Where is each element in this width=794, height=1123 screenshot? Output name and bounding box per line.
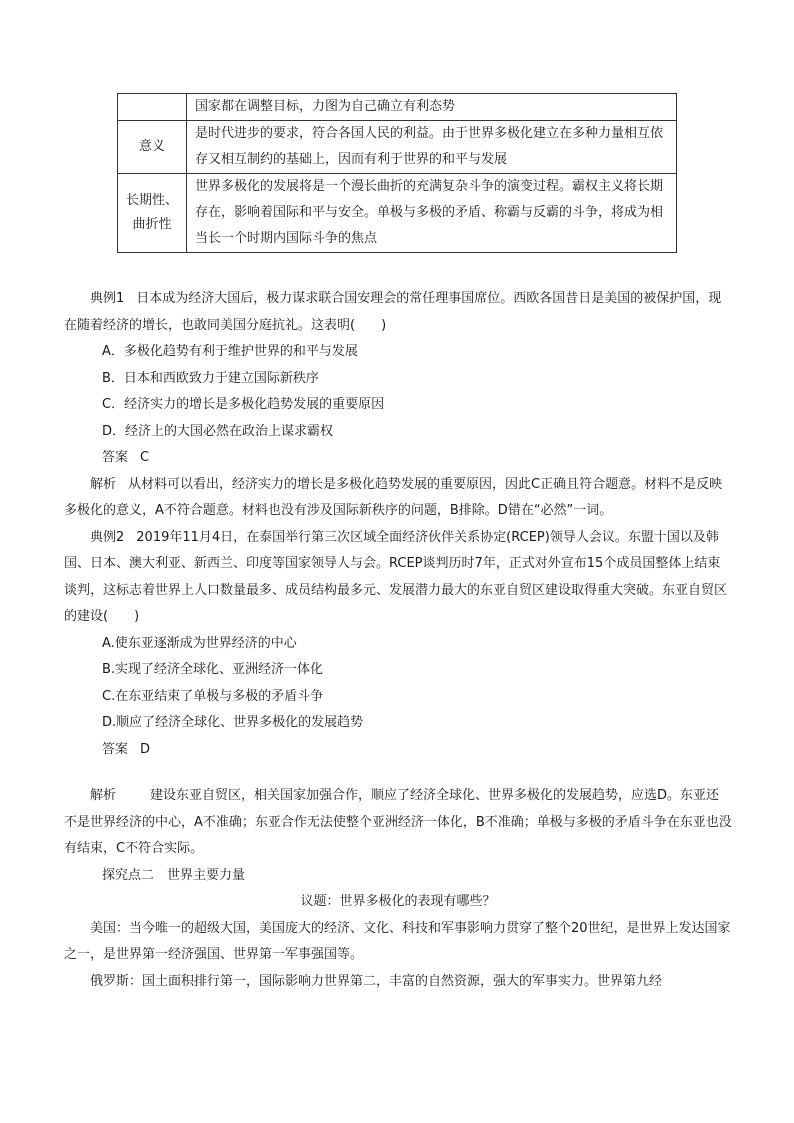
example-2-answer: [64, 737, 732, 764]
example-1-question: [64, 286, 732, 339]
option: B．日本和西欧致力于建立国际新秩序: [102, 370, 319, 386]
example-2-question: [64, 525, 732, 631]
summary-table: [117, 93, 677, 253]
table-row-content: 国家都在调整目标，力图为自己确立有利态势: [187, 94, 677, 121]
answer-value: D: [140, 741, 151, 757]
analysis-tag: 解析: [90, 788, 117, 803]
option: D．经济上的大国必然在政治上谋求霸权: [102, 423, 334, 439]
answer-tag: 答案: [102, 741, 129, 757]
section-title: 探究点二 世界主要力量: [102, 867, 246, 883]
example-2-tag: 典例2: [90, 529, 125, 545]
option: C.在东亚结束了单极与多极的矛盾斗争: [102, 688, 324, 704]
table-row-content: 世界多极化的发展将是一个漫长曲折的充满复杂斗争的演变过程。霸权主义将长期存在，影响着国际和平与安全。单极与多极的矛盾、称霸与反霸的斗争，将成为相当长一个时期内国际斗争的焦点: [187, 174, 677, 253]
answer-value: C: [140, 450, 150, 465]
example-1-analysis: [64, 472, 732, 525]
option: B.实现了经济全球化、亚洲经济一体化: [102, 662, 324, 677]
analysis-text: 建设东亚自贸区，相关国家加强合作，顺应了经济全球化、世界多极化的发展趋势，应选D。东亚还不是世界经济的中心，A不准确；东亚合作无法使整个亚洲经济一体化，B不准确；单极与多极的矛盾斗争在东亚也没有结束，C不符合实际。: [64, 788, 732, 856]
example-2-analysis: [64, 783, 732, 863]
example-1-answer: [64, 445, 732, 472]
option: C．经济实力的增长是多极化趋势发展的重要原因: [102, 397, 385, 412]
analysis-tag: 解析: [90, 476, 117, 492]
table-row-label: 意义: [118, 121, 187, 174]
option: A.使东亚逐渐成为世界经济的中心: [102, 635, 297, 651]
table-row: [118, 94, 677, 121]
section-topic: 议题：世界多极化的表现有哪些？: [300, 894, 496, 909]
section-paragraph: 俄罗斯：国土面积排行第一，国际影响力世界第二，丰富的自然资源，强大的军事实力。世界第九经: [90, 973, 663, 989]
table-row: [118, 121, 677, 174]
example-2-question-text: 2019年11月4日，在泰国举行第三次区域全面经济伙伴关系协定(RCEP)领导人会议。东盟十国以及韩国、日本、澳大利亚、新西兰、印度等国家领导人与会。RCEP谈判历时7年，正式对外宣布15个成员国整体上结束谈判，这标志着世界上人口数量最多、成员结构最多元、发展潜力最大的东亚自贸区建设取得重大突破。东亚自贸区的建设( ): [64, 529, 728, 624]
section-paragraph: 美国：当今唯一的超级大国，美国庞大的经济、文化、科技和军事影响力贯穿了整个20世纪，是世界上发达国家之一，是世界第一经济强国、世界第一军事强国等。: [64, 920, 731, 962]
table-row: [118, 174, 677, 253]
analysis-text: 从材料可以看出，经济实力的增长是多极化趋势发展的重要原因，因此C正确且符合题意。材料不是反映多极化的意义，A不符合题意。材料也没有涉及国际新秩序的问题，B排除。D错在“必然”一词。: [64, 476, 723, 518]
example-1-tag: 典例1: [90, 291, 125, 306]
example-1: [64, 286, 732, 995]
option: D.顺应了经济全球化、世界多极化的发展趋势: [102, 715, 364, 730]
example-1-question-text: 日本成为经济大国后，极力谋求联合国安理会的常任理事国席位。西欧各国昔日是美国的被保护国，现在随着经济的增长，也敢同美国分庭抗礼。这表明( ): [64, 291, 722, 333]
option: A．多极化趋势有利于维护世界的和平与发展: [102, 344, 358, 359]
table-row-label: [118, 94, 187, 121]
table-row-content: 是时代进步的要求，符合各国人民的利益。由于世界多极化建立在多种力量相互依存又相互制约的基础上，因而有利于世界的和平与发展: [187, 121, 677, 174]
spacer: [64, 763, 732, 783]
answer-tag: 答案: [102, 450, 129, 465]
table-row-label: 长期性、曲折性: [118, 174, 187, 253]
